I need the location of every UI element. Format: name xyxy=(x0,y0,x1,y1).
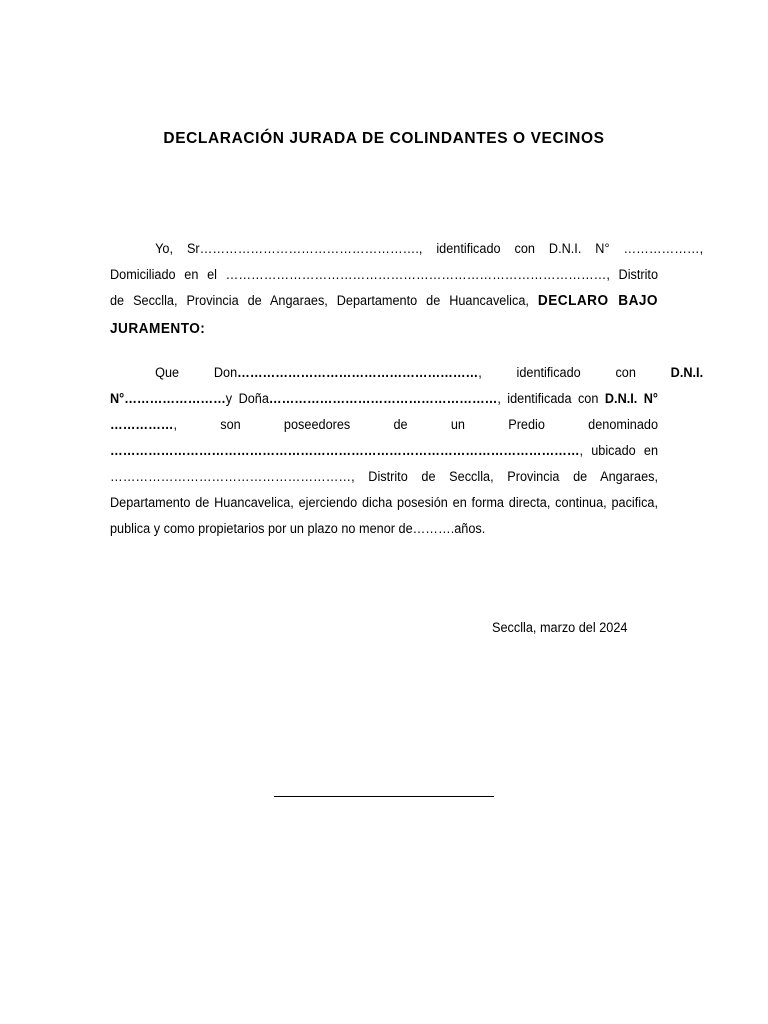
don-name-blank: ………………………………………………… xyxy=(237,365,479,380)
neighbor-don-line xyxy=(110,360,703,386)
declaration-paragraph xyxy=(110,236,704,344)
predio-name-blank: ………………………………………………………………………………………………… xyxy=(110,443,580,458)
district-line: …………………………………………………, Distrito de Secclla, Provincia de Angaraes, xyxy=(110,469,659,484)
identificada-text: , identificada con xyxy=(497,391,599,406)
domicile-line: Domiciliado en el ………………………………………………………………………………, Distrito xyxy=(110,267,659,282)
don-dni-blank: N°…………………… xyxy=(110,391,226,406)
predio-line xyxy=(110,412,658,438)
place-date: Secclla, marzo del 2024 xyxy=(492,620,628,635)
dona-name-blank: ……………………………………………… xyxy=(268,391,498,406)
juramento-text: JURAMENTO: xyxy=(110,321,206,337)
document-title: DECLARACIÓN JURADA DE COLINDANTES O VECINOS xyxy=(163,130,605,147)
signature-line xyxy=(274,796,494,797)
predio-text: , son poseedores de un Predio denominado xyxy=(173,417,659,432)
predio-name-line xyxy=(110,438,658,464)
dni-label: D.N.I. xyxy=(670,365,704,380)
possession-line: Departamento de Huancavelica, ejerciendo dicha posesión en forma directa, continua, pacifica, xyxy=(110,495,659,510)
dona-dni-label: D.N.I. N° xyxy=(604,391,659,406)
identificado-text: , identificado con xyxy=(478,365,636,380)
y-dona-text: y Doña xyxy=(225,391,269,406)
neighbors-paragraph xyxy=(110,360,704,542)
location-text: de Secclla, Provincia de Angaraes, Departamento de Huancavelica, xyxy=(110,293,529,308)
que-don-text: Que Don xyxy=(155,365,238,380)
declarant-line: Yo, Sr……………………………………………., identificado con D.N.I. N° ………………, xyxy=(155,241,704,256)
term-line: publica y como propietarios por un plazo no menor de……….años. xyxy=(110,521,486,536)
dona-dni-blank: …………… xyxy=(110,417,174,432)
ubicado-text: , ubicado en xyxy=(579,443,659,458)
location-line xyxy=(110,288,658,314)
declaro-bajo-text: DECLARO BAJO xyxy=(537,293,659,309)
neighbor-dona-line xyxy=(110,386,658,412)
